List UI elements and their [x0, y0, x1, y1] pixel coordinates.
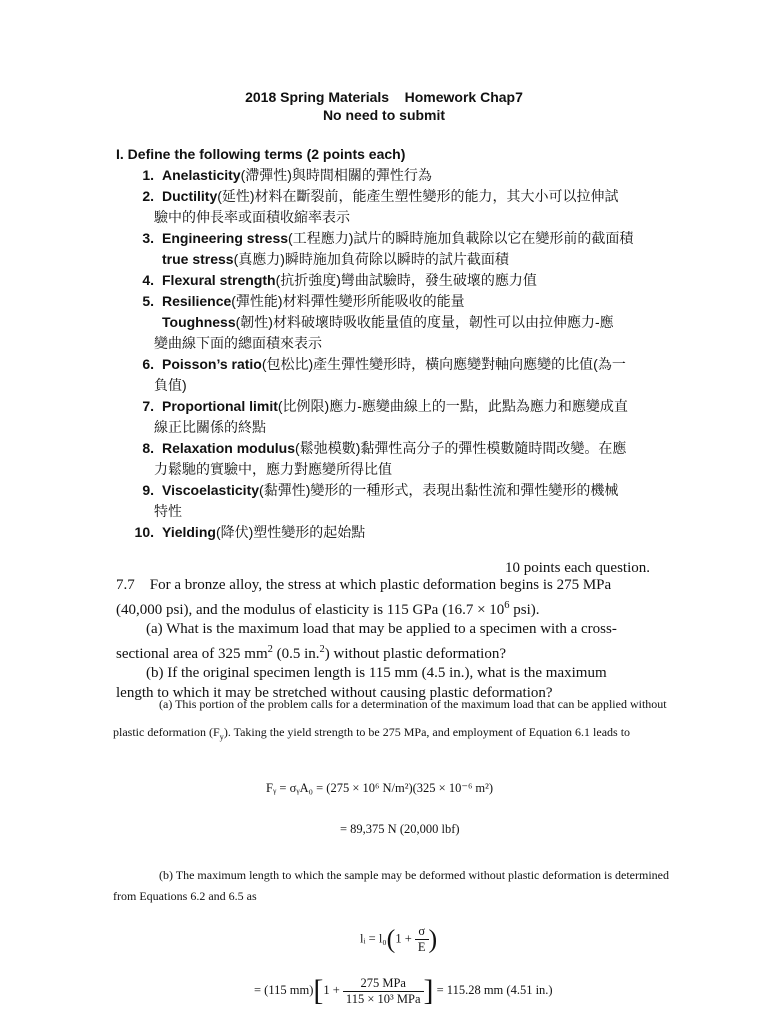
term-definition-cont: 特性	[154, 503, 182, 519]
equation-length-result-fraction: $\frac{\text{275 MPa}}{\text{115 × 10³ MPa}}$	[343, 976, 424, 1007]
section-heading: I. Define the following terms (2 points each)	[116, 146, 406, 162]
question-7-7	[116, 576, 656, 703]
term-definition: (比例限)應力-應變曲線上的一點，此點為應力和應變成直	[277, 398, 628, 414]
equation-length-result: = (115 mm)[1 + $\frac{\text{275 MPa}}{\text{115 × 10³ MPa}}$ ] = 115.28 mm (4.51 in.)	[254, 974, 553, 1007]
term-body	[162, 291, 676, 312]
term-item	[116, 249, 676, 270]
page-title	[0, 88, 768, 124]
term-number: 6.	[142, 356, 154, 372]
term-definition: (黏彈性)變形的一種形式，表現出黏性流和彈性變形的機械	[259, 482, 619, 498]
term-body	[162, 438, 676, 459]
term-name: Relaxation modulus	[162, 440, 296, 456]
equation-length: lᵢ = l₀(1 + $\frac{\sigma}{E}$ )	[360, 924, 438, 954]
term-name: Flexural strength	[162, 272, 276, 288]
term-item	[116, 438, 676, 459]
equation-length-fraction: $\frac{\sigma}{E}$	[415, 924, 429, 955]
question-stem-line-2: (40,000 psi), and the modulus of elasticity is 115 GPa ($16.7 \times 10^6$ psi).	[116, 599, 540, 618]
term-name: Proportional limit	[162, 398, 278, 414]
term-definition: (鬆弛模數)黏彈性高分子的彈性模數隨時間改變。在應	[295, 440, 627, 456]
term-body	[162, 186, 676, 207]
question-number: 7.7	[116, 577, 135, 593]
term-body	[162, 249, 676, 270]
term-definition-cont: 變曲線下面的總面積來表示	[154, 335, 322, 351]
term-name: Anelasticity	[162, 167, 241, 183]
question-stem-line-1	[116, 576, 656, 596]
term-definition: (彈性能)材料彈性變形所能吸收的能量	[231, 293, 465, 309]
term-definition: (抗折強度)彎曲試驗時，發生破壞的應力值	[275, 272, 537, 288]
solution-b-text-2: from Equations 6.2 and 6.5 as	[113, 889, 257, 903]
term-number: 3.	[142, 230, 154, 246]
title-line-1: 2018 Spring Materials Homework Chap7	[245, 89, 523, 105]
solution-a-text-2: plastic deformation $(F_y)$. Taking the yield strength to be 275 MPa, and employment of Equation 6.1 leads to	[113, 725, 631, 742]
term-name: Ductility	[162, 188, 218, 204]
question-part-b: (b) If the original specimen length is 115 mm (4.5 in.), what is the maximum	[146, 665, 607, 681]
term-body	[162, 270, 676, 291]
equation-load: Fᵧ = σᵧA₀ = (275 × 10⁶ N/m²)(325 × 10⁻⁶ m²)	[266, 781, 494, 795]
term-number: 10.	[134, 524, 154, 540]
term-item	[116, 270, 676, 291]
term-number	[116, 312, 162, 333]
equation-load-result: = 89,375 N (20,000 lbf)	[340, 822, 460, 836]
term-number: 7.	[142, 398, 154, 414]
term-item	[116, 165, 676, 186]
question-stem-a: For a bronze alloy, the stress at which plastic deformation begins is 275 MPa	[149, 577, 612, 593]
term-definition: (延性)材料在斷裂前，能產生塑性變形的能力，其大小可以拉伸試	[217, 188, 619, 204]
term-number: 1.	[142, 167, 154, 183]
term-definition: (工程應力)試片的瞬時施加負載除以它在變形前的截面積	[288, 230, 634, 246]
term-name: Viscoelasticity	[162, 482, 260, 498]
term-number	[116, 249, 162, 270]
term-definition: (滯彈性)與時間相關的彈性行為	[240, 167, 432, 183]
term-body	[162, 228, 676, 249]
term-name: true stress	[162, 251, 234, 267]
term-name: Yielding	[162, 524, 216, 540]
term-item	[116, 522, 676, 543]
term-number: 4.	[142, 272, 154, 288]
term-body	[162, 480, 676, 501]
term-definition: (包松比)產生彈性變形時，橫向應變對軸向應變的比值(為一	[261, 356, 626, 372]
term-name: Engineering stress	[162, 230, 289, 246]
term-number: 9.	[142, 482, 154, 498]
solution-b-text-1: (b) The maximum length to which the sample may be deformed without plastic deformation is determined	[159, 868, 669, 882]
points-note: 10 points each question.	[505, 560, 650, 576]
term-name: Poisson’s ratio	[162, 356, 262, 372]
term-definition-cont: 驗中的伸長率或面積收縮率表示	[154, 209, 350, 225]
question-part-a: (a) What is the maximum load that may be applied to a specimen with a cross-	[146, 621, 617, 637]
term-number: 5.	[142, 293, 154, 309]
term-item	[116, 312, 676, 333]
term-name: Toughness	[162, 314, 236, 330]
term-definition-cont: 力鬆馳的實驗中，應力對應變所得比值	[154, 461, 392, 477]
term-item	[116, 291, 676, 312]
title-line-2: No need to submit	[322, 107, 446, 123]
term-body	[162, 165, 676, 186]
term-item	[116, 396, 676, 417]
term-definition-cont: 負值)	[154, 377, 187, 393]
term-body	[162, 396, 676, 417]
question-part-a-cont: sectional area of 325 $mm^2$ (0.5 in.$^2$) without plastic deformation?	[116, 643, 506, 662]
term-item	[116, 186, 676, 207]
term-name: Resilience	[162, 293, 232, 309]
term-item	[116, 354, 676, 375]
term-definition-cont: 線正比關係的終點	[154, 419, 266, 435]
term-body	[162, 354, 676, 375]
term-definition: (降伏)塑性變形的起始點	[215, 524, 366, 540]
solution-a-text-1: (a) This portion of the problem calls for a determination of the maximum load that can be applied without	[159, 697, 667, 711]
question-part-b-cont: length to which it may be stretched without causing plastic deformation?	[116, 684, 553, 701]
term-number: 8.	[142, 440, 154, 456]
term-item	[116, 228, 676, 249]
term-body	[162, 312, 676, 333]
terms-list	[116, 165, 676, 543]
term-definition: (真應力)瞬時施加負荷除以瞬時的試片截面積	[233, 251, 509, 267]
term-number: 2.	[142, 188, 154, 204]
term-body	[162, 522, 676, 543]
term-definition: (韌性)材料破壞時吸收能量值的度量，韌性可以由拉伸應力-應	[235, 314, 614, 330]
term-item	[116, 480, 676, 501]
